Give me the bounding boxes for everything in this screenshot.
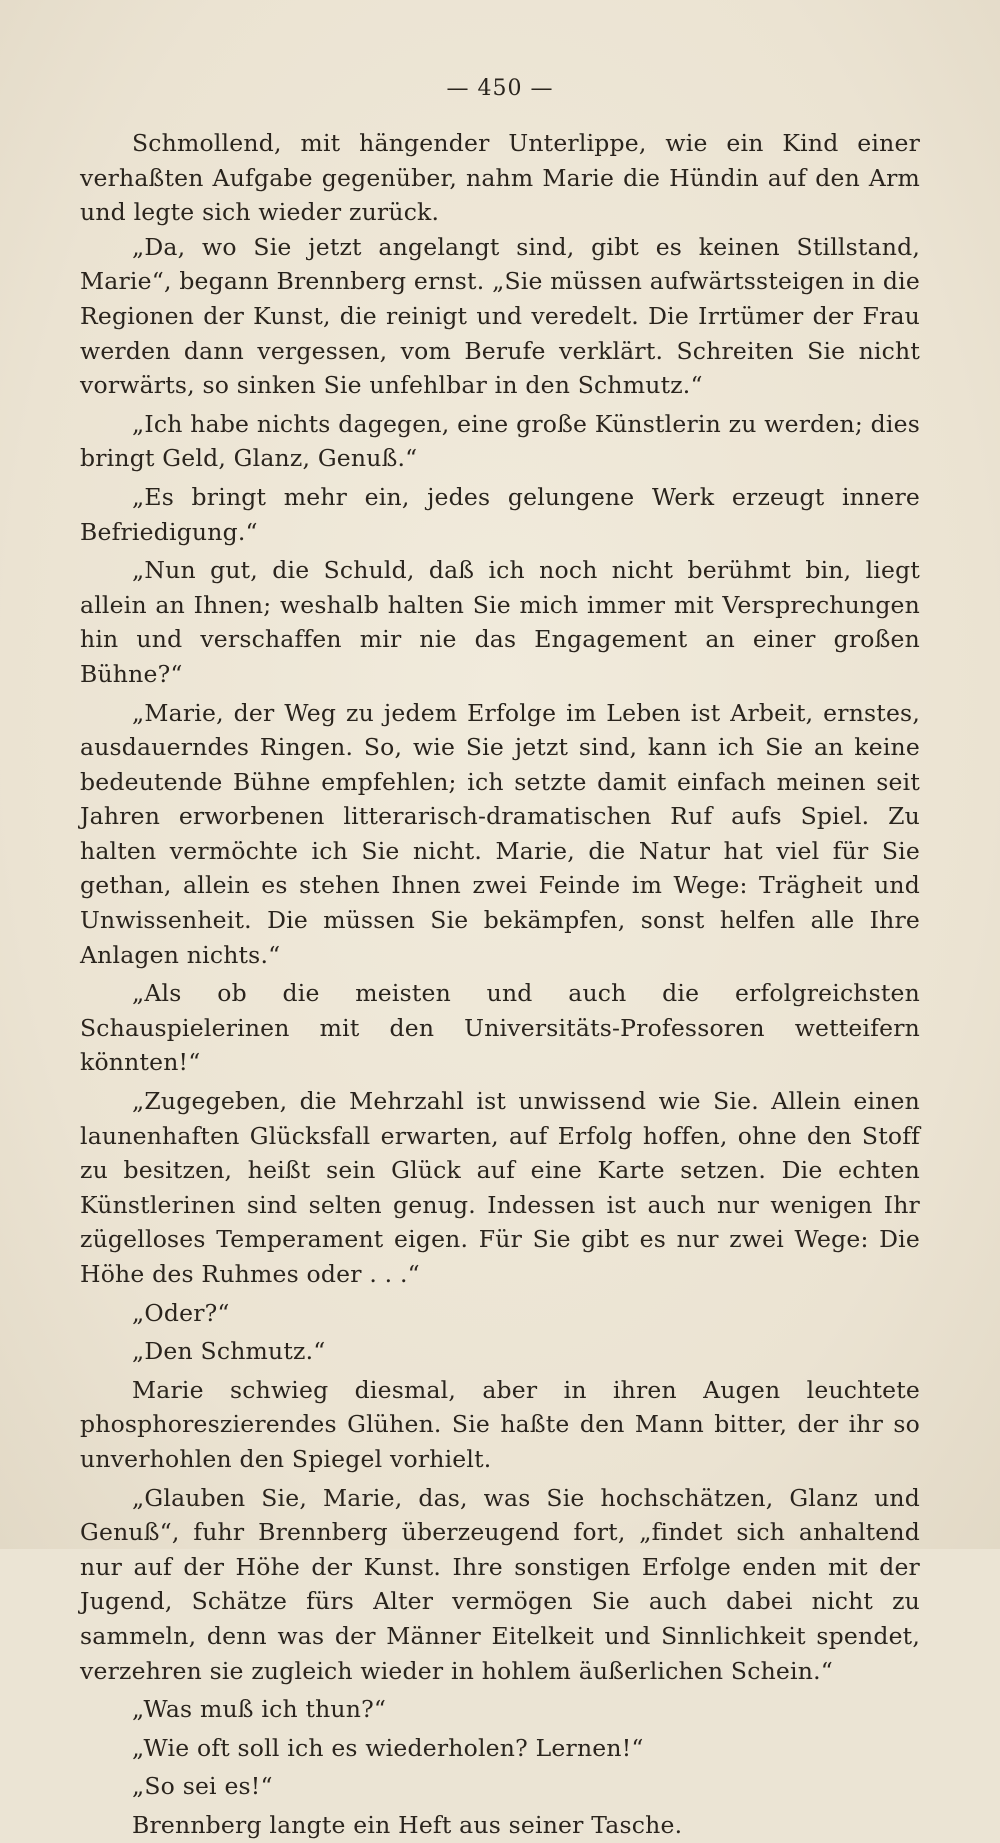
- paragraph: „Oder?“: [132, 1298, 230, 1327]
- paragraph: „Da, wo Sie jetzt angelangt sind, gibt es keinen Stillstand, Marie“, begann Brennberg ernst. „Sie müssen aufwärtssteigen in die Regionen der Kunst, die reinigt und veredelt. Die Irrtümer der Frau werden dann vergessen, vom Berufe verklärt. Schreiten Sie nicht vorwärts, so sinken Sie unfehlbar in den Schmutz.“: [80, 232, 920, 400]
- paragraph: „Glauben Sie, Marie, das, was Sie hochschätzen, Glanz und Genuß“, fuhr Brennberg überzeugend fort, „findet sich anhaltend nur auf der Höhe der Kunst. Ihre sonstigen Erfolge enden mit der Jugend, Schätze fürs Alter vermögen Sie auch dabei nicht zu sammeln, denn was der Männer Eitelkeit und Sinnlichkeit spendet, verzehren sie zugleich wieder in hohlem äußerlichen Schein.“: [80, 1483, 920, 1685]
- page-number: — 450 —: [446, 76, 554, 101]
- paragraph: Marie schwieg diesmal, aber in ihren Augen leuchtete phosphoreszierendes Glühen. Sie haßte den Mann bitter, der ihr so unverhohlen den Spiegel vorhielt.: [80, 1375, 920, 1473]
- paragraph: „Ich habe nichts dagegen, eine große Künstlerin zu werden; dies bringt Geld, Glanz, Genuß.“: [80, 409, 920, 473]
- paragraph: „Wie oft soll ich es wiederholen? Lernen!“: [132, 1733, 644, 1762]
- paragraph: „Zugegeben, die Mehrzahl ist unwissend wie Sie. Allein einen launenhaften Glücksfall erwarten, auf Erfolg hoffen, ohne den Stoff zu besitzen, heißt sein Glück auf eine Karte setzen. Die echten Künstlerinen sind selten genug. Indessen ist auch nur wenigen Ihr zügelloses Temperament eigen. Für Sie gibt es nur zwei Wege: Die Höhe des Ruhmes oder . . .“: [80, 1087, 920, 1288]
- paragraph: „Was muß ich thun?“: [132, 1695, 387, 1724]
- paragraph: „Als ob die meisten und auch die erfolgreichsten Schauspielerinen mit den Universitäts-Professoren wetteifern könnten!“: [80, 979, 920, 1077]
- paragraph: „Den Schmutz.“: [132, 1337, 326, 1366]
- paragraph: Brennberg langte ein Heft aus seiner Tasche.: [132, 1810, 683, 1839]
- paragraph: „So sei es!“: [132, 1772, 273, 1801]
- paragraph: Schmollend, mit hängender Unterlippe, wie ein Kind einer verhaßten Aufgabe gegenüber, nahm Marie die Hündin auf den Arm und legte sich wieder zurück.: [80, 129, 920, 227]
- body-text: [80, 126, 920, 1843]
- paragraph: „Marie, der Weg zu jedem Erfolge im Leben ist Arbeit, ernstes, ausdauerndes Ringen. So, wie Sie jetzt sind, kann ich Sie an keine bedeutende Bühne empfehlen; ich setzte damit einfach meinen seit Jahren erworbenen litterarisch-dramatischen Ruf aufs Spiel. Zu halten vermöchte ich Sie nicht. Marie, die Natur hat viel für Sie gethan, allein es stehen Ihnen zwei Feinde im Wege: Trägheit und Unwissenheit. Die müssen Sie bekämpfen, sonst helfen alle Ihre Anlagen nichts.“: [80, 698, 920, 969]
- paragraph: „Es bringt mehr ein, jedes gelungene Werk erzeugt innere Befriedigung.“: [80, 482, 920, 546]
- paragraph: „Nun gut, die Schuld, daß ich noch nicht berühmt bin, liegt allein an Ihnen; weshalb halten Sie mich immer mit Versprechungen hin und verschaffen mir nie das Engagement an einer großen Bühne?“: [80, 556, 920, 688]
